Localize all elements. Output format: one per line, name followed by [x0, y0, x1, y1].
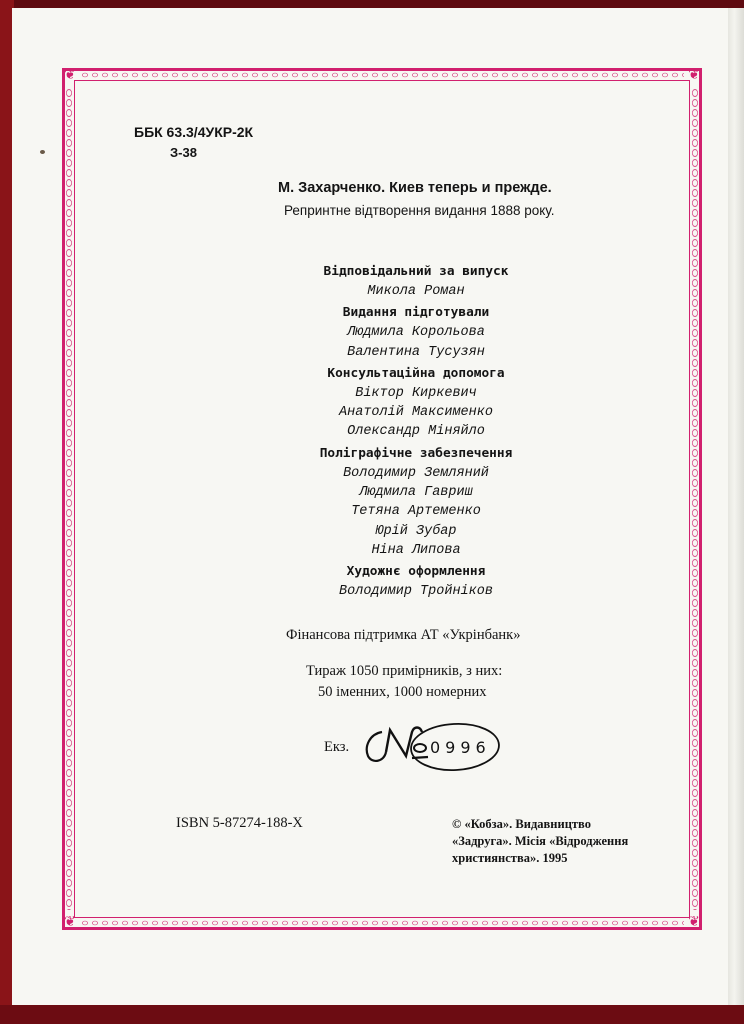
credit-group	[280, 562, 552, 601]
credit-name: Володимир Тройніков	[339, 584, 493, 600]
paper-speck	[40, 150, 45, 154]
frame-chain-right	[691, 88, 699, 910]
frame-chain-top	[80, 71, 684, 79]
credit-group	[280, 364, 552, 442]
book-title: М. Захарченко. Киев теперь и прежде.	[278, 180, 552, 196]
credit-role: Консультаційна допомога	[327, 365, 505, 381]
copyright-block	[452, 816, 628, 867]
print-run-line2: 50 іменних, 1000 номерних	[318, 684, 487, 700]
copy-number: 0996	[430, 738, 491, 757]
credit-group	[280, 303, 552, 362]
credit-name: Людмила Корольова	[347, 325, 485, 341]
print-run-line1: Тираж 1050 примірників, з них:	[306, 663, 503, 679]
credit-name: Віктор Киркевич	[355, 385, 477, 401]
credit-group	[280, 262, 552, 301]
copyright-line: християнства». 1995	[452, 851, 568, 865]
credit-name: Микола Роман	[367, 284, 465, 299]
frame-corner-ornament: ❦	[64, 67, 76, 83]
frame-corner-ornament: ❦	[688, 67, 700, 83]
credit-role: Художнє оформлення	[346, 564, 486, 580]
page-edge	[728, 8, 744, 1005]
author-code: З-38	[170, 145, 197, 160]
copy-label: Екз.	[324, 739, 350, 755]
credit-role: Видання підготували	[342, 305, 490, 321]
credits-block	[280, 262, 552, 604]
credit-name: Юрій Зубар	[375, 523, 457, 539]
frame-chain-bottom	[80, 919, 684, 927]
book-cover-top	[0, 0, 744, 8]
frame-chain-left	[65, 88, 73, 910]
credit-role: Поліграфічне забезпечення	[319, 445, 513, 461]
book-cover-bottom	[0, 1005, 744, 1024]
copyright-line: © «Кобза». Видавництво	[452, 817, 591, 831]
credit-name: Олександр Міняйло	[347, 424, 485, 440]
bbk-classification: ББК 63.3/4УКР-2К	[134, 124, 254, 140]
credit-name: Володимир Земляний	[343, 465, 489, 481]
frame-corner-ornament: ❦	[64, 914, 76, 930]
credit-name: Анатолій Максименко	[339, 405, 493, 421]
credit-name: Людмила Гавриш	[359, 485, 473, 501]
copyright-line: «Задруга». Місія «Відродження	[452, 834, 629, 848]
isbn: ISBN 5-87274-188-X	[176, 815, 303, 831]
frame-corner-ornament: ❦	[688, 914, 700, 930]
financial-support: Фінансова підтримка АТ «Укрінбанк»	[286, 627, 521, 643]
credit-name: Ніна Липова	[371, 542, 461, 558]
credit-role: Відповідальний за випуск	[323, 264, 509, 279]
credit-group	[280, 444, 552, 560]
credit-name: Валентина Тусузян	[347, 344, 485, 360]
book-subtitle: Репринтне відтворення видання 1888 року.	[284, 203, 555, 218]
credit-name: Тетяна Артеменко	[351, 504, 481, 520]
